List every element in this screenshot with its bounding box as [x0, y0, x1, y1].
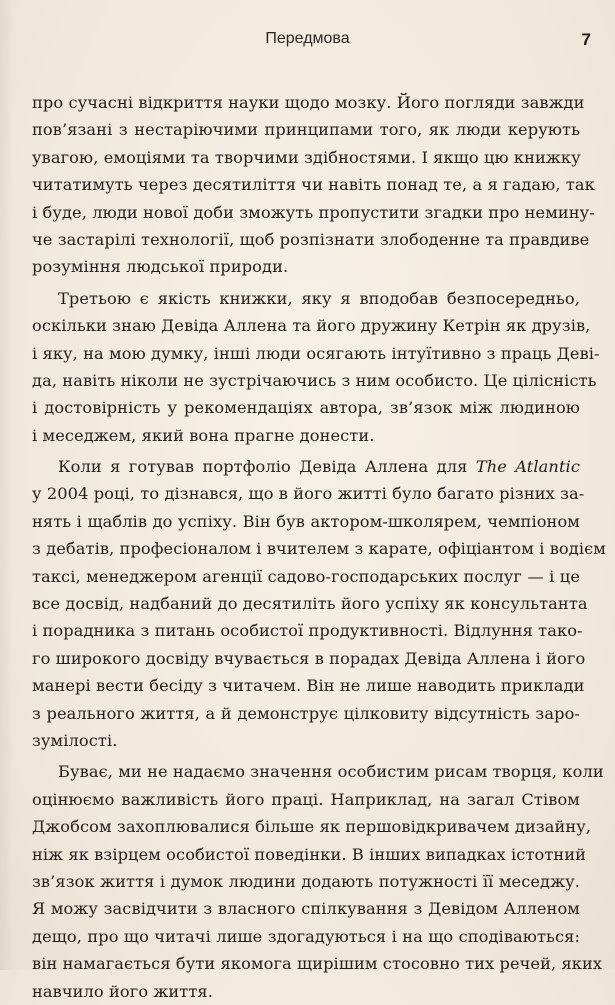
text-line: про сучасні відкриття науки щодо мозку. Його погляди завжди [32, 93, 585, 112]
text-line: і порадника з питань особистої продуктивності. Відлуння тако- [32, 621, 583, 641]
page-gutter-shadow [0, 0, 14, 970]
paragraph [32, 285, 600, 449]
magazine-title: The Atlantic [475, 457, 581, 477]
text-line: манері вести бесіду з читачем. Він не лише наводить приклади [32, 676, 585, 696]
text-line: нять і щаблів до успіху. Він був актором-школярем, чемпіоном [32, 511, 580, 531]
text-line: і меседжем, який вона прагне донести. [32, 425, 375, 445]
text-line: Третьою є якість книжки, яку я вподобав безпосередньо, [58, 288, 580, 308]
text-line: Буває, ми не надаємо значення особистим рисам творця, коли [58, 762, 604, 782]
chapter-title: Передмова [265, 30, 350, 47]
text-line: і буде, люди нової доби зможуть пропустити згадки про немину- [32, 202, 595, 222]
text-line: увагою, емоціями та творчими здібностями. І якщо цю книжку [32, 147, 581, 167]
text-line: він намагається бути якомога щирішим стосовно тих речей, яких [32, 954, 603, 974]
text-line: і достовірність у рекомендаціях автора, зв’язок між людиною [32, 398, 580, 418]
text-line: оскільки знаю Девіда Аллена та його дружину Кетрін як друзів, [32, 316, 591, 336]
text-line: Я можу засвідчити з власного спілкування з Девідом Алленом [32, 899, 580, 919]
text-line: оцінюємо важливість його праці. Наприклад, на загал Стівом [32, 789, 580, 809]
paragraph [32, 758, 604, 1005]
text-line: з реального життя, а й демонструє цілковиту відсутність заро- [32, 703, 580, 723]
paragraph [32, 89, 595, 281]
text-line: зумілості. [32, 730, 118, 750]
text-line: все досвід, надбаний до десятиліть його успіху як консультанта [32, 594, 588, 614]
text-line: да, навіть ніколи не зустрічаючись з ним особисто. Це цілісність [32, 370, 597, 390]
text-line: дещо, про що читачі лише здогадуються і на що сподіваються: [32, 926, 580, 946]
text-line: ніж як взірцем особистої поведінки. В інших випадках істотний [32, 844, 587, 864]
text-line: з дебатів, професіоналом і вчителем з карате, офіціантом і водієм [32, 539, 606, 559]
text-line: розуміння людської природи. [32, 257, 289, 277]
paragraph [32, 453, 606, 754]
text-line: че застарілі технології, щоб розпізнати злободенне та правдиве [32, 229, 590, 249]
text-line: Джобсом захоплювалися більше як першовідкривачем дизайну, [32, 817, 592, 837]
page-number: 7 [581, 30, 591, 49]
body-text [32, 89, 606, 1005]
text-line: го широкого досвіду вчувається в порадах Девіда Аллена і його [32, 648, 586, 668]
text-line: пов’язані з нестаріючими принципами того, як люди керують [32, 120, 580, 140]
text-line: і яку, на мою думку, інші люди осягають інтуїтивно з праць Деві- [32, 343, 600, 363]
running-header [0, 30, 615, 52]
text-line: зв’язок життя і думок людини додають потужності її меседжу. [32, 871, 580, 891]
text-line: Коли я готував портфоліо Девіда Аллена для The Atlantic [58, 457, 581, 477]
text-line: читатимуть через десятиліття чи навіть понад те, а я гадаю, так [32, 175, 595, 195]
text-line: навчило його життя. [32, 981, 213, 1001]
text-line: таксі, менеджером агенції садово-господарських послуг — і це [32, 566, 580, 586]
text-line: у 2004 році, то дізнався, що в його житті було багато різних за- [32, 484, 585, 504]
